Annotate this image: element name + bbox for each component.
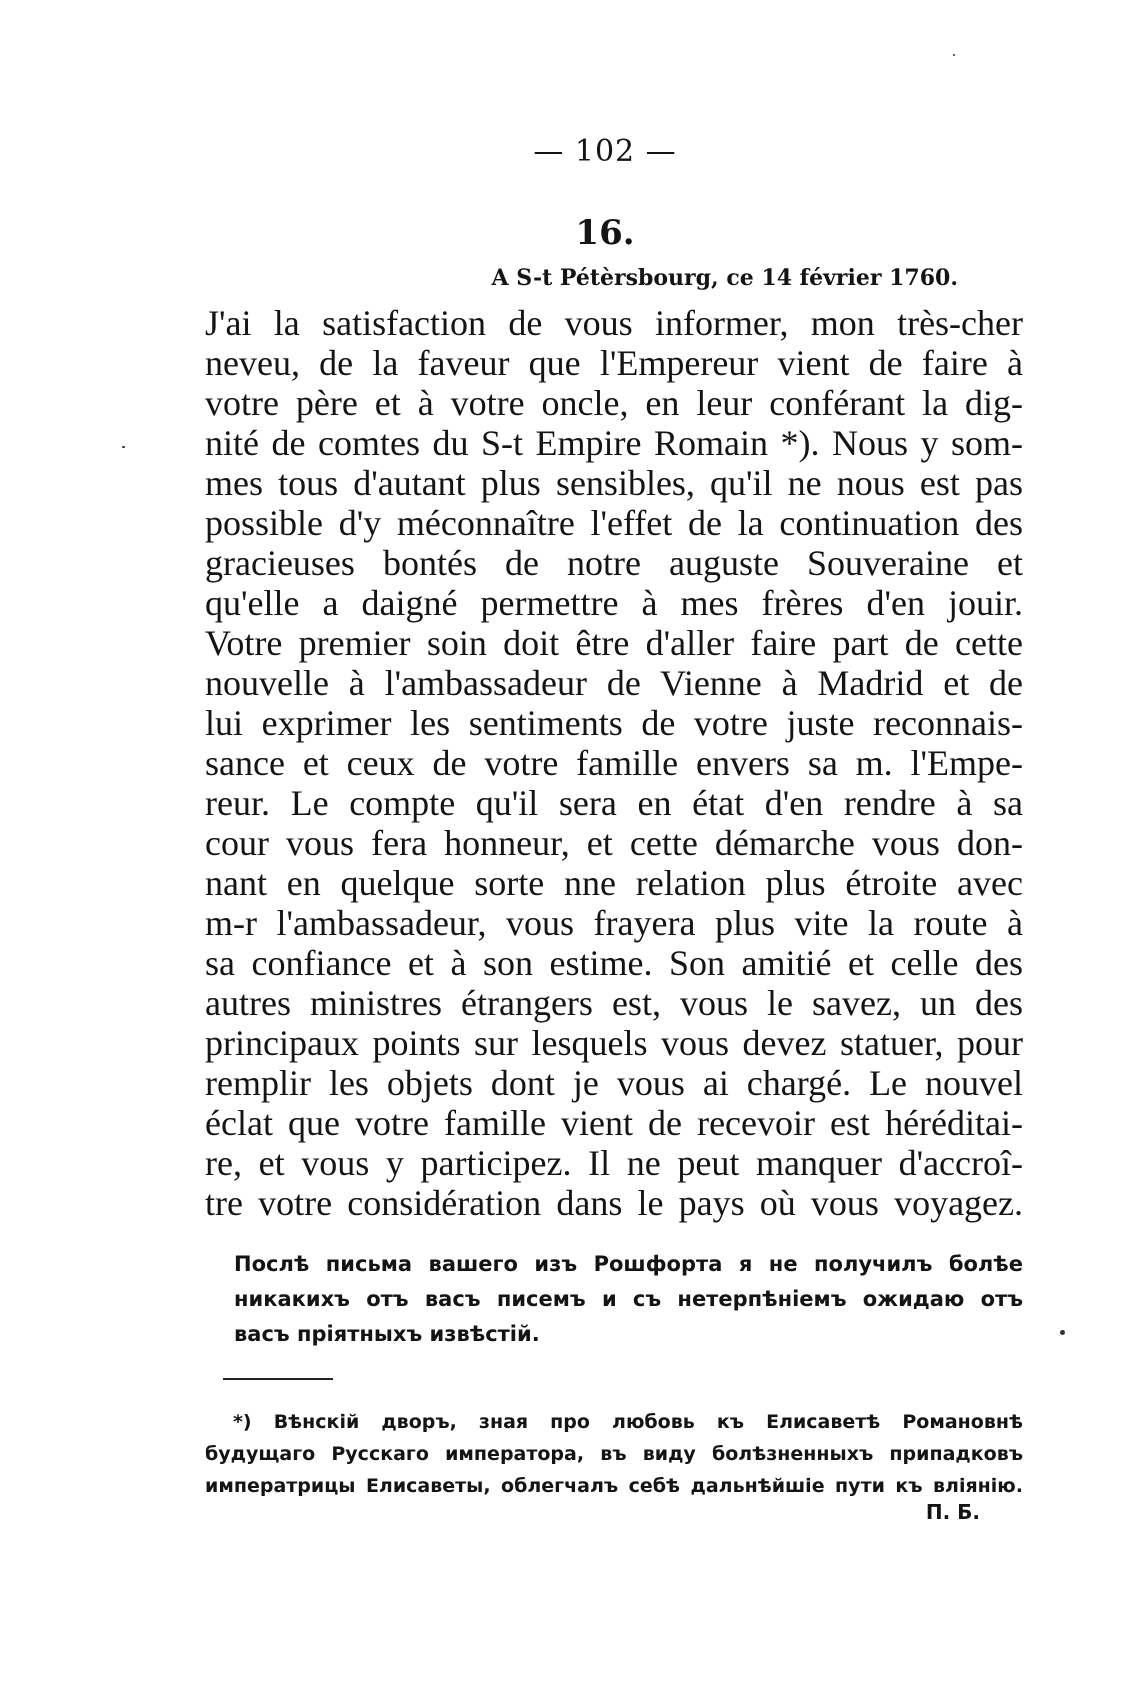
- body-line: possible d'y méconnaître l'effet de la continuation des: [205, 503, 1023, 543]
- footnote-line: будущаго Русскаго императора, въ виду болѣзненныхъ припадковъ: [205, 1443, 1023, 1465]
- print-speck: [122, 446, 125, 448]
- dateline: A S-t Pétèrsbourg, ce 14 février 1760.: [491, 265, 958, 291]
- body-line: reur. Le compte qu'il sera en état d'en rendre à sa: [205, 783, 1023, 823]
- body-line: lui exprimer les sentiments de votre juste reconnais-: [205, 703, 1023, 743]
- body-line: qu'elle a daigné permettre à mes frères d'en jouir.: [205, 583, 1023, 623]
- russian-line: Послѣ письма вашего изъ Рошфорта я не получилъ болѣе: [234, 1252, 1023, 1276]
- body-line: sance et ceux de votre famille envers sa m. l'Empe-: [205, 743, 1023, 783]
- body-line: nant en quelque sorte nne relation plus étroite avec: [205, 863, 1023, 903]
- body-line: remplir les objets dont je vous ai chargé. Le nouvel: [205, 1063, 1023, 1103]
- body-line: mes tous d'autant plus sensibles, qu'il ne nous est pas: [205, 463, 1023, 503]
- footnote-signature: П. Б.: [925, 1500, 980, 1524]
- russian-line: никакихъ отъ васъ писемъ и съ нетерпѣніемъ ожидаю отъ: [234, 1287, 1023, 1311]
- body-line: nité de comtes du S-t Empire Romain *). Nous y som-: [205, 423, 1023, 463]
- body-line: gracieuses bontés de notre auguste Souveraine et: [205, 543, 1023, 583]
- body-line: tre votre considération dans le pays où vous voyagez.: [205, 1183, 1023, 1223]
- footnote-separator: [223, 1378, 333, 1380]
- body-line: nouvelle à l'ambassadeur de Vienne à Madrid et de: [205, 663, 1023, 703]
- body-line: neveu, de la faveur que l'Empereur vient de faire à: [205, 343, 1023, 383]
- letter-number: 16.: [575, 213, 635, 253]
- page-number: — 102 —: [533, 134, 677, 169]
- russian-line: васъ пріятныхъ извѣстій.: [234, 1322, 540, 1346]
- footnote-line: императрицы Елисаветы, облегчалъ себѣ дальнѣйшіе пути къ вліянію.: [205, 1475, 1023, 1497]
- letter-body: [205, 303, 1023, 1223]
- body-line: éclat que votre famille vient de recevoir est héréditai-: [205, 1103, 1023, 1143]
- body-line: principaux points sur lesquels vous devez statuer, pour: [205, 1023, 1023, 1063]
- body-line: votre père et à votre oncle, en leur conférant la dig-: [205, 383, 1023, 423]
- print-speck: [953, 54, 955, 56]
- body-line: sa confiance et à son estime. Son amitié et celle des: [205, 943, 1023, 983]
- body-line: m-r l'ambassadeur, vous frayera plus vite la route à: [205, 903, 1023, 943]
- body-line: Votre premier soin doit être d'aller faire part de cette: [205, 623, 1023, 663]
- footnote: [205, 1406, 1023, 1502]
- body-line: autres ministres étrangers est, vous le savez, un des: [205, 983, 1023, 1023]
- body-line: re, et vous y participez. Il ne peut manquer d'accroî-: [205, 1143, 1023, 1183]
- russian-postscript: [234, 1247, 1023, 1352]
- body-line: J'ai la satisfaction de vous informer, mon très-cher: [205, 303, 1023, 343]
- footnote-line: *) Вѣнскій дворъ, зная про любовь къ Елисаветѣ Романовнѣ: [233, 1411, 1023, 1433]
- print-speck: [1060, 1330, 1065, 1335]
- body-line: cour vous fera honneur, et cette démarche vous don-: [205, 823, 1023, 863]
